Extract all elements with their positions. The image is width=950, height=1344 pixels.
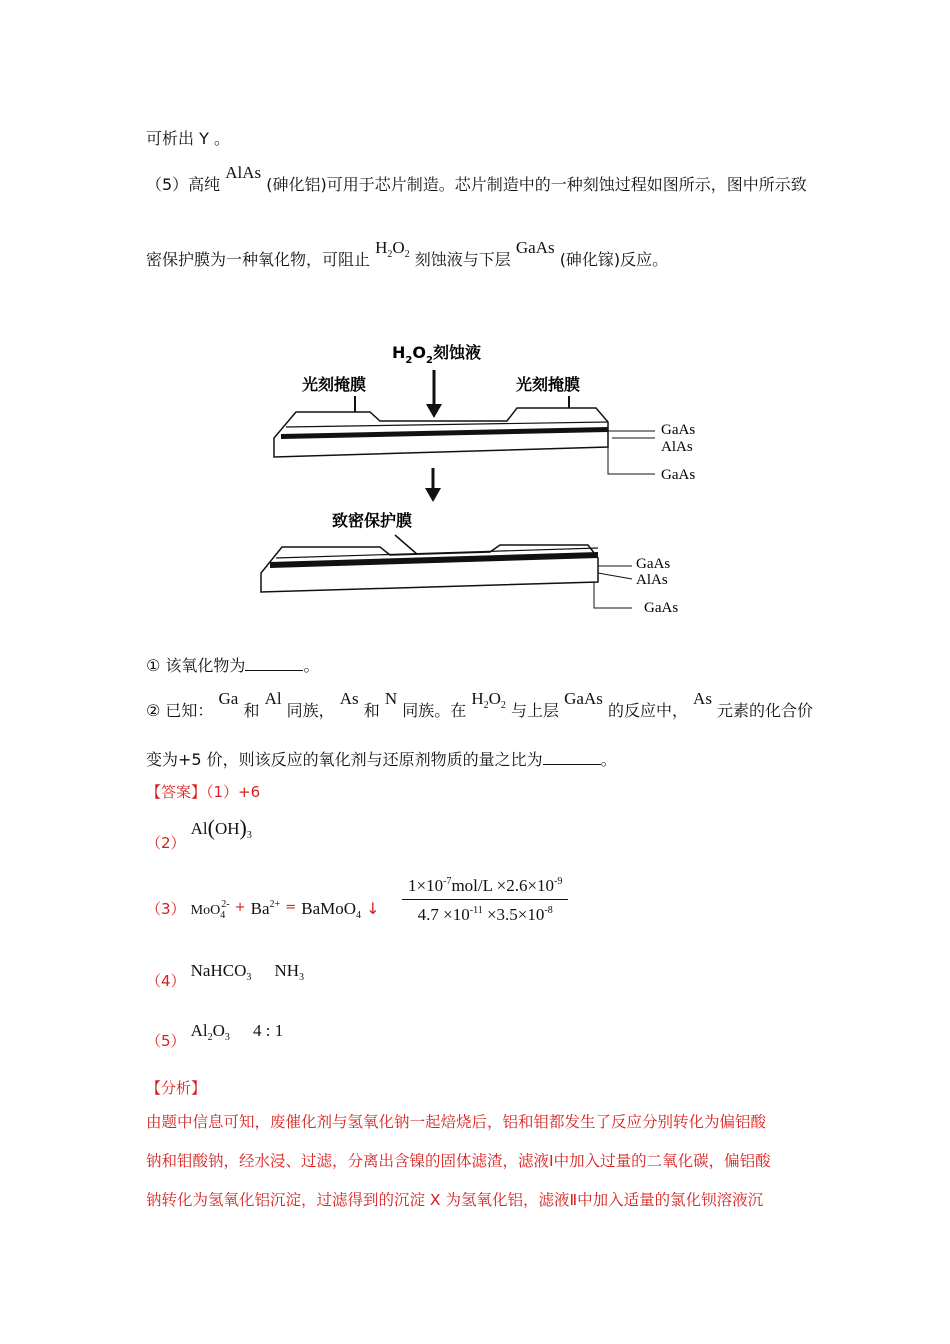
sub2-t3: 的反应中， — [607, 701, 688, 720]
label-gaas-top: GaAs — [661, 422, 696, 438]
analysis-line-3: 钠转化为氢氧化铝沉淀，过滤得到的沉淀 X 为氢氧化铝，滤液Ⅱ中加入适量的氯化钡溶液沉 — [146, 1191, 764, 1209]
formula-alas: AlAs — [225, 163, 262, 182]
q5-text3: 刻蚀液与下层 — [414, 250, 511, 269]
leader-gaas-bottom — [608, 447, 655, 474]
wafer-after-body — [261, 545, 598, 592]
protective-film-label: 致密保护膜 — [332, 511, 413, 530]
q5-text4: (砷化镓)反应。 — [559, 250, 669, 269]
answer-label: 【答案】 — [146, 783, 207, 801]
calculation-fraction — [402, 876, 568, 925]
mask-right-label: 光刻掩膜 — [516, 375, 581, 394]
formula-gaas: GaAs — [515, 238, 555, 257]
ratio-4-1: 4 : 1 — [253, 1021, 284, 1040]
sub-question-1 — [146, 653, 319, 676]
q5-text1: (砷化铝)可用于芯片制造。芯片制造中的一种刻蚀过程如图所示，图中所示致 — [266, 175, 807, 194]
analysis-label: 【分析】 — [146, 1079, 207, 1097]
arrowhead-icon — [426, 404, 442, 418]
answer-5-label: （5） — [146, 1032, 186, 1050]
arrowhead-icon-2 — [425, 488, 441, 502]
sub2-t1: ② 已知： — [146, 701, 214, 720]
leader-alas-2 — [598, 573, 632, 579]
sub2-line2: 变为+5 价，则该反应的氧化剂与还原剂物质的量之比为 — [146, 750, 543, 769]
plus-sign: + — [234, 900, 246, 915]
sub2-same1: 同族， — [286, 701, 335, 720]
answer-blank-2 — [543, 750, 601, 765]
answer-blank-1 — [245, 656, 303, 671]
leader-gaas-bottom-2 — [594, 582, 632, 608]
etching-diagram — [0, 330, 950, 630]
sub1-text: ① 该氧化物为 — [146, 656, 246, 675]
formula-moo4: MoO$_4^{2-}$ — [190, 899, 230, 921]
analysis-line-2: 钠和钼酸钠，经水浸、过滤，分离出含镍的固体滤渣，滤液Ⅰ中加入过量的二氧化碳，偏铝酸 — [146, 1152, 771, 1170]
wafer-after — [261, 545, 598, 592]
label-gaas-bottom-2: GaAs — [644, 600, 679, 616]
film-pointer — [395, 535, 418, 555]
label-gaas-top-2: GaAs — [636, 556, 671, 572]
answer-line-5 — [146, 1020, 284, 1050]
formula-al: Al — [264, 689, 282, 708]
fraction-numerator: $1\times 10^{-7}mol/L \times 2.6\times 10^{-9}$ — [402, 876, 568, 900]
label-alas: AlAs — [661, 439, 693, 455]
label-alas-2: AlAs — [636, 572, 668, 588]
answer-line-3 — [146, 898, 380, 919]
sub2-t4: 元素的化合价 — [717, 701, 814, 720]
formula-as-2: As — [693, 689, 712, 708]
formula-nahco3: NaHCO$_3$ — [190, 961, 252, 983]
formula-h2o2-2: $H_2O_2$ — [471, 689, 506, 711]
sub2-and2: 和 — [363, 701, 380, 720]
answer-line-2 — [146, 815, 252, 852]
sub1-end: 。 — [303, 656, 320, 675]
precipitate-arrow-icon: ↓ — [366, 899, 380, 918]
formula-aloh3: $Al(OH)_3$ — [190, 815, 252, 841]
mask-left-label: 光刻掩膜 — [302, 375, 367, 394]
answer-4-label: （4） — [146, 972, 186, 990]
intro-text-span: 可析出 Y 。 — [146, 129, 230, 148]
analysis-line-1: 由题中信息可知，废催化剂与氢氧化钠一起焙烧后，铝和钼都发生了反应分别转化为偏铝酸 — [146, 1113, 767, 1131]
formula-nh3: $NH_3$ — [274, 961, 305, 983]
formula-al2o3: $Al_2O_3$ — [190, 1021, 230, 1043]
sub2-t2: 与上层 — [511, 701, 560, 720]
etchant-label: $H_2O_2$刻蚀液 — [392, 343, 481, 366]
answer-3-label: （3） — [146, 900, 186, 918]
formula-gaas-2: GaAs — [564, 689, 603, 708]
sub-question-2-line-1 — [146, 689, 814, 721]
formula-bamoo4: BaMoO$_4$ — [301, 899, 362, 921]
sub2-end: 。 — [600, 750, 617, 769]
answer-2-label: （2） — [146, 834, 186, 852]
answer-line-1 — [146, 781, 260, 802]
q5-prefix: （5）高纯 — [146, 175, 221, 194]
sub-question-2-line-2 — [146, 747, 617, 770]
answer-1: （1）+6 — [206, 783, 261, 801]
label-gaas-bottom: GaAs — [661, 467, 696, 483]
sub2-and1: 和 — [243, 701, 260, 720]
formula-h2o2: $H_2O_2$ — [375, 238, 410, 260]
formula-n: N — [384, 689, 398, 708]
q5-text2: 密保护膜为一种氧化物，可阻止 — [146, 250, 371, 269]
formula-ba: $Ba^{2+}$ — [250, 899, 281, 918]
intro-text — [146, 126, 230, 149]
formula-ga: Ga — [218, 689, 239, 708]
fraction-denominator: $4.7 \times 10^{-11} \times 3.5\times 10^{-8}$ — [417, 905, 553, 924]
sub2-same2: 同族。在 — [402, 701, 467, 720]
equals-sign: = — [285, 900, 297, 915]
question-5-line-1 — [146, 163, 807, 195]
formula-as: As — [339, 689, 359, 708]
question-5-line-2 — [146, 238, 669, 270]
wafer-before — [274, 408, 608, 457]
answer-line-4 — [146, 960, 305, 990]
